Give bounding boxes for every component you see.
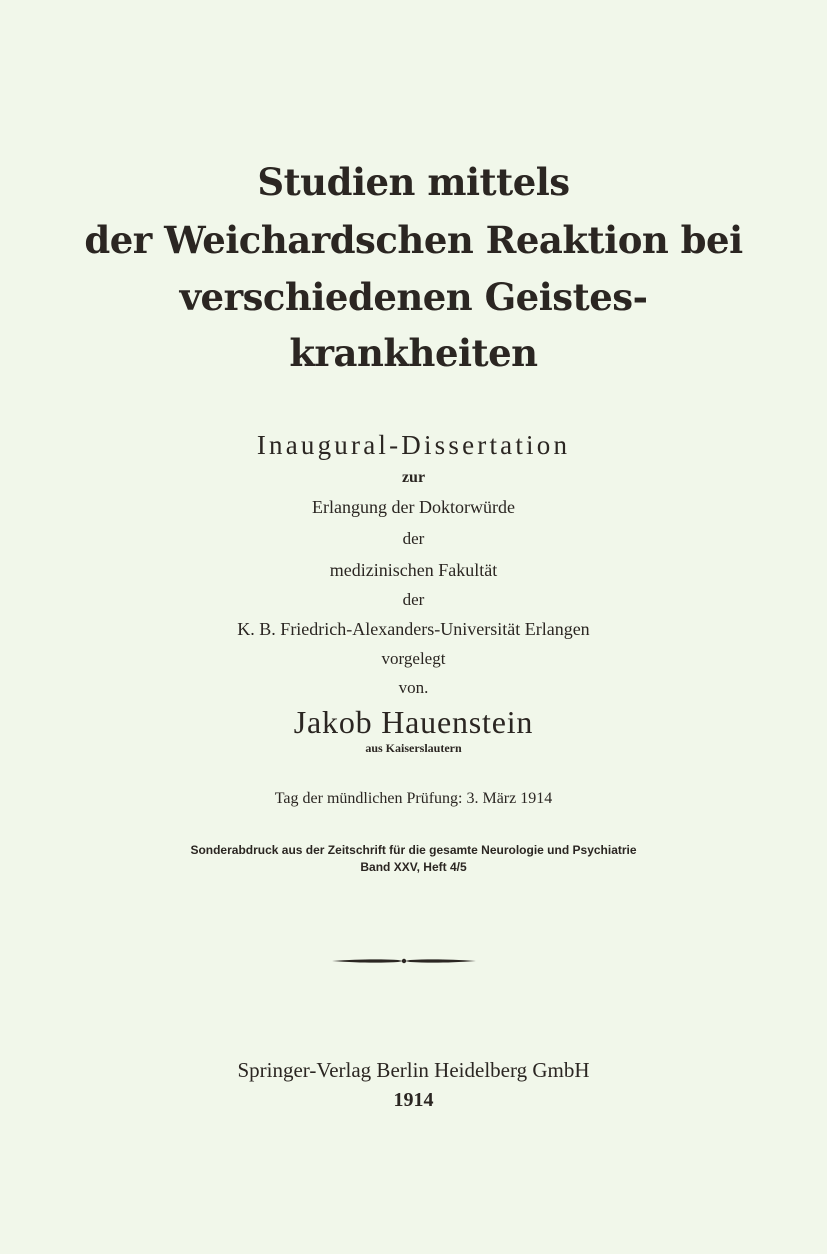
dissertation-der-1: der <box>402 529 425 548</box>
title-line-3: verschiedenen Geistes- <box>179 275 648 319</box>
publisher-name: Springer-Verlag Berlin Heidelberg GmbH <box>237 1058 590 1082</box>
dissertation-by: von. <box>398 678 429 697</box>
title-line-2: der Weichardschen Reaktion bei <box>84 218 743 262</box>
title-line-4: krankheiten <box>289 331 538 375</box>
dissertation-purpose: Erlangung der Doktorwürde <box>312 497 515 517</box>
dissertation-heading: Inaugural-Dissertation <box>256 430 571 460</box>
dissertation-submitted: vorgelegt <box>381 649 446 668</box>
exam-date: Tag der mündlichen Prüfung: 3. März 1914 <box>274 790 553 807</box>
reprint-source: Sonderabdruck aus der Zeitschrift für die gesamte Neurologie und Psychiatrie <box>190 843 637 857</box>
dissertation-university: K. B. Friedrich-Alexanders-Universität Erlangen <box>237 619 590 639</box>
dissertation-der-2: der <box>402 590 425 609</box>
ornamental-rule-icon <box>330 953 478 969</box>
publication-year: 1914 <box>393 1089 434 1111</box>
author-origin: aus Kaiserslautern <box>365 741 462 755</box>
dissertation-zur: zur <box>401 469 426 486</box>
dissertation-faculty: medizinischen Fakultät <box>329 560 498 580</box>
title-line-1: Studien mittels <box>257 160 570 204</box>
reprint-volume: Band XXV, Heft 4/5 <box>360 860 467 874</box>
author-name: Jakob Hauenstein <box>293 704 534 740</box>
